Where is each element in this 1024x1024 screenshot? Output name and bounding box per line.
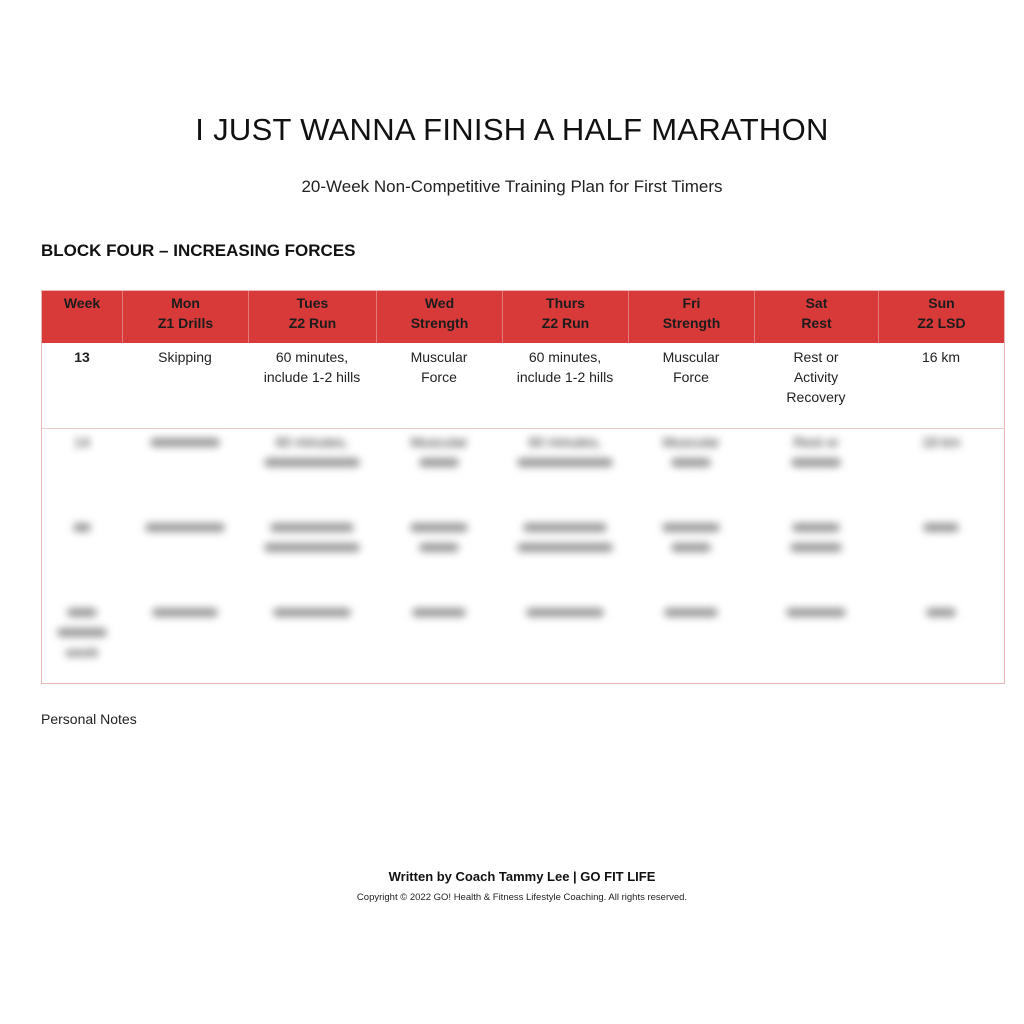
sun-cell: 18 km [921, 434, 961, 450]
week-cell [42, 513, 122, 598]
week-cell: 13 [74, 349, 90, 365]
wed-cell [376, 513, 502, 598]
sat-cell [754, 598, 878, 683]
training-table [41, 290, 1005, 684]
sun-cell: 16 km [921, 349, 961, 365]
table-row-blurred [42, 428, 1004, 513]
header-fri: Fri Strength [628, 291, 754, 343]
header-wed: Wed Strength [376, 291, 502, 343]
tues-cell: 60 minutes, include 1-2 hills [263, 349, 361, 385]
wed-cell: Muscular Force [410, 349, 468, 385]
header-thurs: Thurs Z2 Run [502, 291, 628, 343]
mon-cell [122, 598, 248, 683]
thurs-cell [502, 513, 628, 598]
wed-cell [376, 598, 502, 683]
sat-cell: Rest or Activity Recovery [786, 349, 846, 405]
week-cell: 14 [74, 434, 90, 450]
table-header-row [42, 291, 1004, 343]
copyright-notice: Copyright © 2022 GO! Health & Fitness Lifestyle Coaching. All rights reserved. [356, 892, 688, 903]
mon-cell [122, 428, 248, 513]
tues-cell: 60 minutes, [248, 428, 376, 513]
table-row-blurred [42, 513, 1004, 598]
author-credit: Written by Coach Tammy Lee | GO FIT LIFE [388, 869, 656, 884]
table-row [42, 343, 1004, 429]
header-tues: Tues Z2 Run [248, 291, 376, 343]
sat-cell: Rest or [754, 428, 878, 513]
fri-cell: Muscular Force [662, 349, 720, 385]
tues-cell [248, 598, 376, 683]
header-sun: Sun Z2 LSD [878, 291, 1004, 343]
plan-subtitle: 20-Week Non-Competitive Training Plan for First Timers [301, 177, 723, 196]
mon-cell: Skipping [158, 349, 212, 365]
wed-cell: Muscular [376, 428, 502, 513]
plan-title: I JUST WANNA FINISH A HALF MARATHON [195, 112, 829, 147]
thurs-cell [502, 598, 628, 683]
sun-cell [878, 513, 1004, 598]
header-mon: Mon Z1 Drills [122, 291, 248, 343]
block-title: BLOCK FOUR – INCREASING FORCES [41, 241, 356, 260]
thurs-cell: 60 minutes, include 1-2 hills [516, 349, 614, 385]
header-sat: Sat Rest [754, 291, 878, 343]
table-row-blurred [42, 598, 1004, 683]
fri-cell [628, 513, 754, 598]
tues-cell [248, 513, 376, 598]
mon-cell [122, 513, 248, 598]
thurs-cell: 60 minutes, [502, 428, 628, 513]
sun-cell [878, 598, 1004, 683]
week-cell: week [42, 598, 122, 683]
fri-cell [628, 598, 754, 683]
fri-cell: Muscular [628, 428, 754, 513]
personal-notes-label: Personal Notes [41, 711, 137, 727]
header-week: Week [63, 295, 101, 311]
sat-cell [754, 513, 878, 598]
